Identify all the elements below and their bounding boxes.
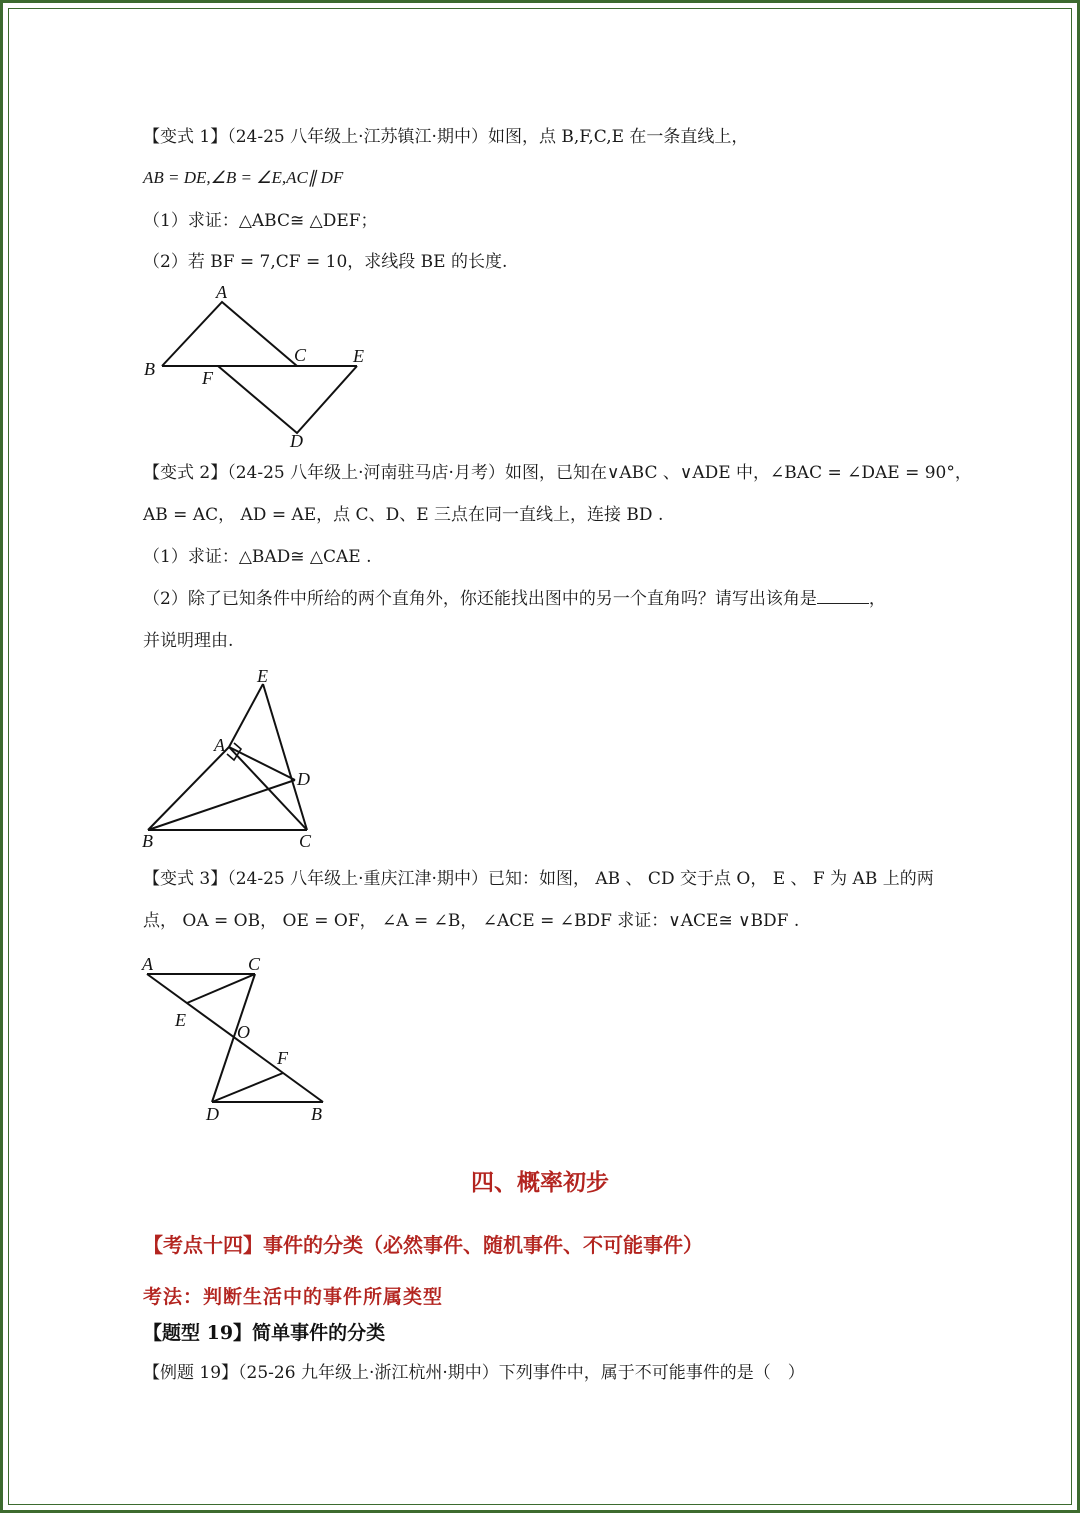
v1-source: （24-25 八年级上·江苏镇江·期中） xyxy=(227,127,488,147)
v2-line-bd xyxy=(148,780,295,830)
v2-question-2 xyxy=(143,587,886,611)
v3-figure xyxy=(138,948,338,1128)
v3-condition: 点， OA = OB， OE = OF， ∠A = ∠B， ∠ACE = ∠BDF 求证：∨ACE≅ ∨BDF . xyxy=(143,911,800,931)
v2-question-2-end: ， xyxy=(868,589,886,609)
kaodian-heading: 【考点十四】事件的分类（必然事件、随机事件、不可能事件） xyxy=(143,1233,703,1257)
v3-line-df xyxy=(212,1073,283,1102)
v1-label-b: B xyxy=(144,359,155,379)
v1-label-c: C xyxy=(294,345,307,365)
v2-question-2-text: （2）除了已知条件中所给的两个直角外，你还能找出图中的另一个直角吗？请写出该角是 xyxy=(143,589,817,609)
example-19: 【例题 19】（25-26 九年级上·浙江杭州·期中）下列事件中，属于不可能事件的是（ ） xyxy=(143,1363,805,1383)
v2-stem: 如图，已知在∨ABC 、∨ADE 中，∠BAC = ∠DAE = 90°， xyxy=(504,463,972,483)
v2-label-e: E xyxy=(257,666,268,686)
v2-figure xyxy=(138,664,338,854)
v1-label-e: E xyxy=(353,346,364,366)
v3-stem: 已知：如图， AB 、 CD 交于点 O， E 、 F 为 AB 上的两 xyxy=(487,869,934,889)
v2-question-1: （1）求证：△BAD≅ △CAE . xyxy=(143,547,372,567)
v1-question-2: （2）若 BF = 7,CF = 10，求线段 BE 的长度. xyxy=(143,252,508,272)
v3-line-ab xyxy=(147,974,323,1102)
v3-line1 xyxy=(143,867,934,891)
v1-label-d: D xyxy=(290,431,303,451)
kaofa-heading: 考法：判断生活中的事件所属类型 xyxy=(143,1286,444,1308)
v2-label-c: C xyxy=(299,831,312,851)
v3-label-c: C xyxy=(248,954,261,974)
v1-stem: 如图，点 B,F,C,E 在一条直线上， xyxy=(487,127,749,147)
v3-label-e: E xyxy=(175,1010,186,1030)
v3-source: （24-25 八年级上·重庆江津·期中） xyxy=(227,869,488,889)
v2-line-ec xyxy=(263,684,307,830)
tixing-heading xyxy=(143,1318,385,1345)
v2-label-b: B xyxy=(142,831,153,851)
v3-label-o: O xyxy=(237,1022,250,1042)
v2-line-ae xyxy=(229,684,263,747)
v2-label-d: D xyxy=(297,769,310,789)
v1-triangle-abc xyxy=(162,302,297,366)
tixing-head: 【题型 19】 xyxy=(143,1322,253,1344)
tixing-text: 简单事件的分类 xyxy=(252,1322,386,1344)
v3-label-d: D xyxy=(206,1104,219,1124)
v3-label-a: A xyxy=(142,954,153,974)
v3-label-f: F xyxy=(277,1048,288,1068)
v2-label-a: A xyxy=(214,735,225,755)
v3-line-ec xyxy=(187,974,255,1003)
v2-source: （24-25 八年级上·河南驻马店·月考） xyxy=(227,463,505,483)
v2-question-2-cont: 并说明理由. xyxy=(143,631,234,651)
v1-label-f: F xyxy=(202,368,213,388)
v2-line-ba xyxy=(148,747,229,830)
v1-label-a: A xyxy=(216,282,227,302)
v2-head: 【变式 2】 xyxy=(143,463,228,483)
v3-head: 【变式 3】 xyxy=(143,869,228,889)
v2-condition: AB = AC， AD = AE，点 C、D、E 三点在同一直线上，连接 BD . xyxy=(143,505,664,525)
v3-label-b: B xyxy=(311,1104,322,1124)
v1-figure xyxy=(140,280,380,455)
v1-triangle-def xyxy=(218,366,357,433)
answer-blank[interactable] xyxy=(817,587,869,604)
v1-line1 xyxy=(143,125,748,149)
v1-condition: AB = DE,∠B = ∠E,AC∥ DF xyxy=(143,168,344,187)
v1-question-1: （1）求证：△ABC≅ △DEF； xyxy=(143,211,378,231)
v1-head: 【变式 1】 xyxy=(143,127,228,147)
v2-line1 xyxy=(143,461,972,485)
section-title: 四、概率初步 xyxy=(471,1169,609,1196)
